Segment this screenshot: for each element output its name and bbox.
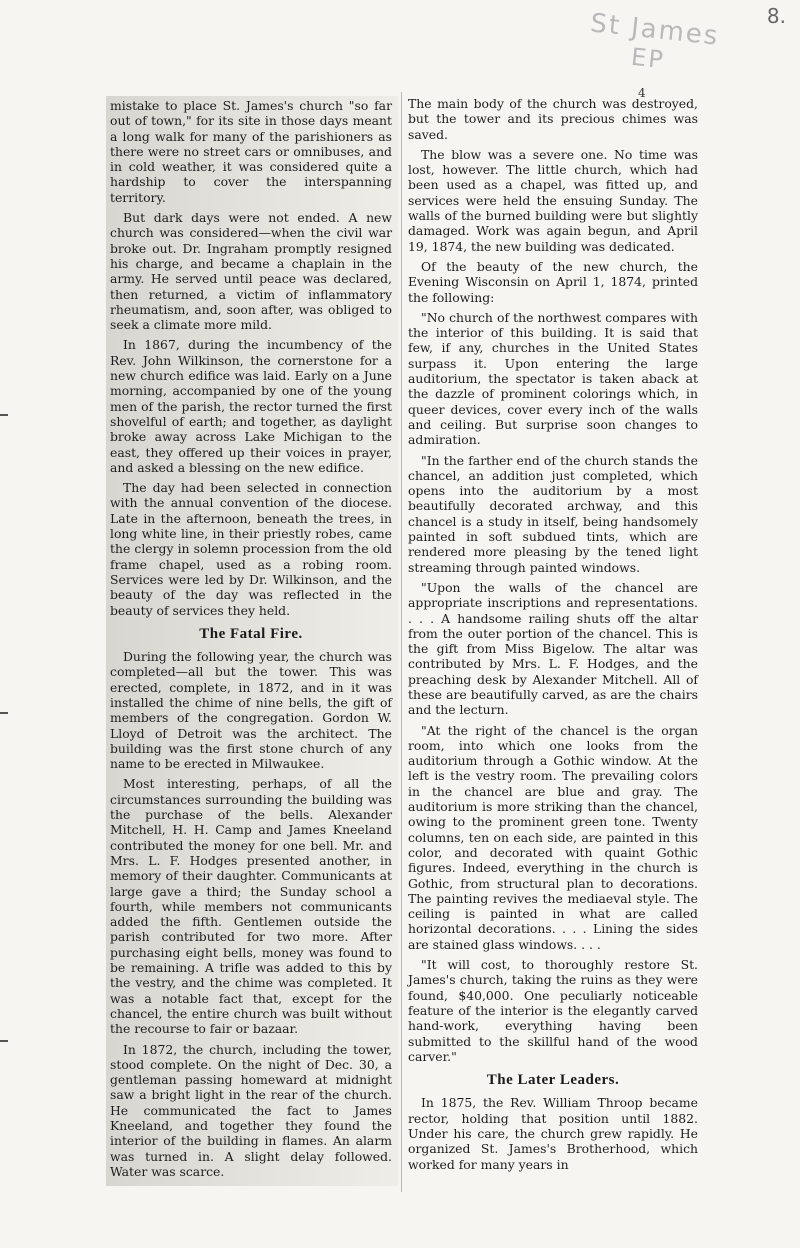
stamp-top-text: St James — [588, 8, 721, 52]
article-paragraph: In 1872, the church, including the tower, stood complete. On the night of Dec. 30, a gentleman passing homeward at midnight saw a bright light in the rear of the church. He communicated the fact to James Kneeland, and together they found the interior of the building in flames. An alarm was turned in. A slight delay followed. Water was scarce. — [110, 1041, 392, 1179]
article-paragraph: "It will cost, to thoroughly restore St. James's church, taking the ruins as they were found, $40,000. One peculiarly noticeable feature of the interior is the elegantly carved hand-work, everything having been submitted to the skillful hand of the wood carver." — [408, 957, 698, 1064]
right-column — [408, 96, 698, 1177]
stamp-bottom-text: EP — [629, 42, 667, 75]
left-column — [106, 96, 398, 1186]
article-paragraph: In 1875, the Rev. William Throop became rector, holding that position until 1882. Under his care, the church grew rapidly. He organized St. James's Brotherhood, which worked for many years in — [408, 1095, 698, 1172]
article-paragraph: "At the right of the chancel is the organ room, into which one looks from the auditorium through a Gothic window. At the left is the vestry room. The prevailing colors in the chancel are blue and gray. The auditorium is more striking than the chancel, owing to the prominent green tone. Twenty columns, ten on each side, are painted in this color, and decorated with quaint Gothic figures. Indeed, everything in the church is Gothic, from structural plan to decorations. The painting revives the mediaeval style. The ceiling is painted in what are called horizontal decorations. . . . Lining the sides are stained glass windows. . . . — [408, 722, 698, 952]
article-paragraph: Most interesting, perhaps, of all the circumstances surrounding the building was the purchase of the bells. Alexander Mitchell, H. H. Camp and James Kneeland contributed the money for one bell. Mr. and Mrs. L. F. Hodges presented another, in memory of their daughter. Communicants at large gave a third; the Sunday school a fourth, while members not communicants added the fifth. Gentlemen outside the parish contributed for two more. After purchasing eight bells, money was found to be remaining. A trifle was added to this by the vestry, and the chime was completed. It was a notable fact that, except for the chancel, the entire church was built without the recourse to fair or bazaar. — [110, 776, 392, 1037]
article-paragraph: During the following year, the church was completed—all but the tower. This was erected, complete, in 1872, and in it was installed the chime of nine bells, the gift of members of the congregation. Gordon W. Lloyd of Detroit was the architect. The building was the first stone church of any name to be erected in Milwaukee. — [110, 649, 392, 772]
article-paragraph: "Upon the walls of the chancel are appropriate inscriptions and representations. . . . A handsome railing shuts off the altar from the outer portion of the chancel. This is the gift from Miss Bigelow. The altar was contributed by Mrs. L. F. Hodges, and the preaching desk by Alexander Mitchell. All of these are beautifully carved, as are the chairs and the lecturn. — [408, 579, 698, 718]
corner-page-mark: 8. — [766, 4, 786, 28]
article-paragraph: But dark days were not ended. A new church was considered—when the civil war broke out. Dr. Ingraham promptly resigned his charge, and became a chaplain in the army. He served until peace was declared, then returned, a victim of inflammatory rheumatism, and, soon after, was obliged to seek a climate more mild. — [110, 210, 392, 333]
margin-tick — [0, 1040, 8, 1042]
margin-tick — [0, 414, 8, 416]
article-paragraph: The main body of the church was destroyed, but the tower and its precious chimes was saved. — [408, 96, 698, 142]
article-paragraph: "In the farther end of the church stands the chancel, an addition just completed, which opens into the auditorium by a most beautifully decorated archway, and this chancel is a study in itself, being handsomely painted in soft subdued tints, which are rendered more pleasing by the tened light streaming through painted windows. — [408, 452, 698, 575]
section-heading: The Later Leaders. — [486, 1072, 620, 1089]
section-heading: The Fatal Fire. — [199, 625, 303, 642]
column-rule — [401, 92, 402, 1192]
margin-tick — [0, 712, 8, 714]
article-paragraph: Of the beauty of the new church, the Evening Wisconsin on April 1, 1874, printed the following: — [408, 258, 698, 305]
page-number: 4 — [638, 86, 646, 100]
article-paragraph: mistake to place St. James's church "so far out of town," for its site in those days meant a long walk for many of the parishioners as there were no street cars or omnibuses, and in cold weather, it was considered quite a hardship to cover the interspanning territory. — [110, 98, 392, 205]
article-paragraph: The day had been selected in connection with the annual convention of the diocese. Late in the afternoon, beneath the trees, in long white line, in their priestly robes, came the clergy in solemn procession from the old frame chapel, used as a robing room. Services were led by Dr. Wilkinson, and the beauty of the day was reflected in the beauty of services they held. — [110, 480, 392, 618]
article-paragraph: The blow was a severe one. No time was lost, however. The little church, which had been used as a chapel, was fitted up, and services were held the ensuing Sunday. The walls of the burned building were but slightly damaged. Work was again begun, and April 19, 1874, the new building was dedicated. — [408, 146, 698, 254]
article-paragraph: "No church of the northwest compares with the interior of this building. It is said that few, if any, churches in the United States surpass it. Upon entering the large auditorium, the spectator is taken aback at the dazzle of prominent colorings which, in queer devices, cover every inch of the walls and ceiling. But surprise soon changes to admiration. — [408, 309, 698, 448]
faint-stamp — [585, 8, 741, 93]
article-paragraph: In 1867, during the incumbency of the Rev. John Wilkinson, the cornerstone for a new church edifice was laid. Early on a June morning, accompanied by one of the young men of the parish, the rector turned the first shovelful of earth; and together, as daylight broke away across Lake Michigan to the east, they offered up their voices in prayer, and asked a blessing on the new edifice. — [110, 337, 392, 475]
